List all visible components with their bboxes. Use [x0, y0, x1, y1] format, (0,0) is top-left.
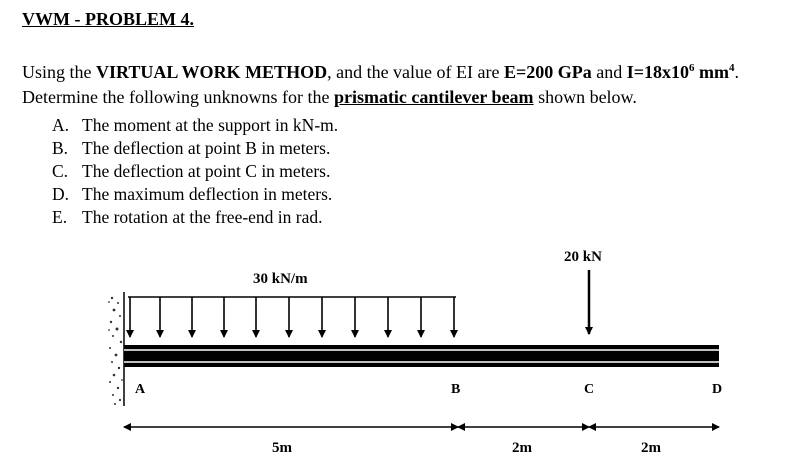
- fixed-support: [108, 292, 124, 406]
- beam: [124, 345, 719, 367]
- question-e: E. The rotation at the free-end in rad.: [52, 207, 323, 227]
- point-d-label: D: [712, 382, 723, 397]
- point-load-label: 20 kN: [564, 249, 602, 265]
- question-c: C. The deflection at point C in meters.: [52, 161, 331, 181]
- distributed-load-label: 30 kN/m: [253, 271, 308, 287]
- question-b: B. The deflection at point B in meters.: [52, 138, 331, 158]
- point-c-label: C: [584, 382, 595, 397]
- statement-line-1: Using the VIRTUAL WORK METHOD, and the value of EI are E=200 GPa and $I=18x10^6$ $mm^4$.: [22, 62, 740, 82]
- point-b-label: B: [451, 382, 461, 397]
- point-a-label: A: [135, 382, 146, 397]
- statement-line-2: Determine the following unknowns for the prismatic cantilever beam shown below.: [22, 87, 637, 107]
- question-a: A. The moment at the support in kN-m.: [52, 115, 339, 135]
- question-d: D. The maximum deflection in meters.: [52, 184, 333, 204]
- distributed-load: [128, 297, 456, 337]
- problem-title: VWM - PROBLEM 4.: [22, 9, 194, 29]
- span-cd-label: 2m: [641, 440, 661, 456]
- span-ab-label: 5m: [272, 440, 292, 456]
- span-bc-label: 2m: [512, 440, 532, 456]
